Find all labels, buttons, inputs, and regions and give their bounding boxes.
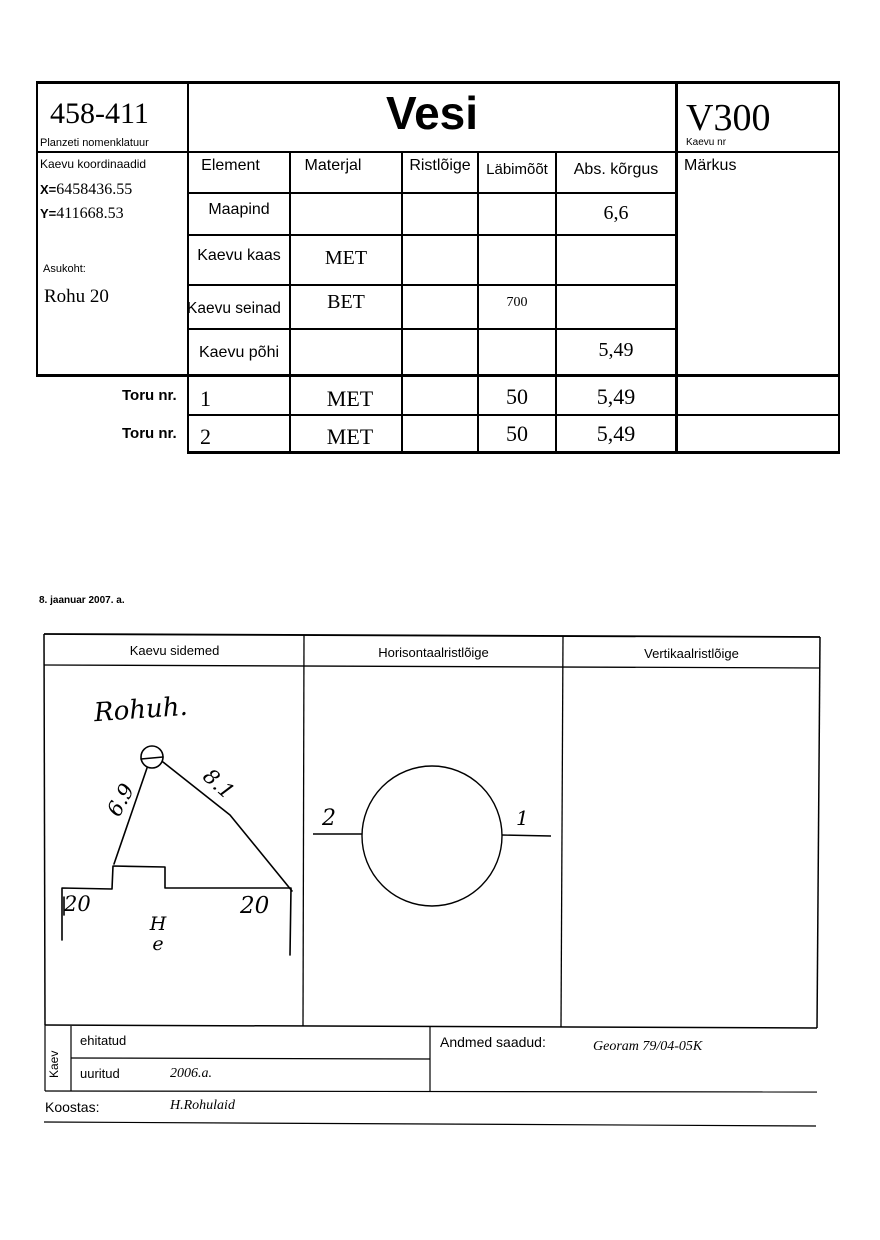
sketch-header-horisontaal: Horisontaalristlõige: [378, 645, 489, 660]
coords-label: Kaevu koordinaadid: [40, 157, 147, 171]
andmed-label: Andmed saadud:: [440, 1034, 546, 1050]
house-number-left: 20: [64, 892, 91, 916]
planzet-code: 458-411: [50, 97, 149, 130]
asukoht-value: Rohu 20: [44, 286, 109, 307]
planzet-label: Planzeti nomenklatuur: [40, 137, 149, 149]
pipe-nr: 1: [200, 386, 211, 411]
row-element: Maapind: [208, 201, 270, 218]
pipe-right-number: 1: [516, 806, 529, 830]
coord-y-value: 411668.53: [56, 205, 124, 222]
coord-y-label: Y=: [40, 206, 57, 221]
row-element: Kaevu kaas: [197, 247, 281, 264]
coord-x-label: X=: [40, 182, 57, 197]
page-title: Vesi: [385, 87, 479, 139]
ehitatud-label: ehitatud: [80, 1033, 127, 1048]
hydrant-mark: H e: [149, 913, 167, 955]
col-header-materjal: Materjal: [304, 157, 362, 174]
row-materjal: BET: [327, 291, 365, 313]
pipe-left-number: 2: [322, 806, 336, 831]
kaev-label: Kaev: [47, 1050, 61, 1078]
koostas-label: Koostas:: [45, 1099, 100, 1115]
pipe-label: Toru nr.: [122, 387, 177, 404]
distance-left: 6.9: [102, 779, 140, 821]
pipe-korgus: 5,49: [596, 421, 636, 446]
kaevu-nr-label: Kaevu nr: [686, 137, 727, 148]
pipe-labimoot: 50: [506, 421, 528, 446]
pipe-korgus: 5,49: [596, 384, 636, 409]
col-header-element: Element: [201, 157, 260, 174]
col-header-markus: Märkus: [684, 157, 737, 174]
row-korgus: 5,49: [598, 339, 634, 361]
asukoht-label: Asukoht:: [43, 263, 86, 275]
sketch-header-vertikaal: Vertikaalristlõige: [644, 646, 739, 661]
pipe-labimoot: 50: [506, 384, 528, 409]
row-korgus: 6,6: [603, 202, 629, 224]
row-element: Kaevu seinad: [187, 300, 281, 317]
pipe-nr: 2: [200, 424, 211, 449]
street-label: Rohuh.: [93, 691, 189, 729]
row-labimoot: 700: [506, 295, 528, 310]
col-header-labimoot: Läbimõõt: [486, 161, 548, 178]
pipe-materjal: MET: [326, 424, 374, 449]
pipe-materjal: MET: [326, 386, 374, 411]
andmed-value: Georam 79/04-05K: [593, 1039, 703, 1054]
uuritud-value: 2006.a.: [170, 1066, 212, 1081]
coord-x-value: 6458436.55: [56, 181, 133, 198]
row-element: Kaevu põhi: [198, 344, 280, 361]
pipe-label: Toru nr.: [122, 425, 177, 442]
koostas-value: H.Rohulaid: [170, 1098, 235, 1113]
uuritud-label: uuritud: [80, 1066, 120, 1081]
distance-right: 8.1: [198, 763, 240, 805]
col-header-ristloige: Ristlõige: [409, 157, 471, 174]
col-header-korgus: Abs. kõrgus: [573, 161, 659, 178]
kaevu-nr: V300: [686, 97, 771, 139]
house-number-right: 20: [240, 893, 270, 919]
row-materjal: MET: [324, 247, 368, 269]
document-date: 8. jaanuar 2007. a.: [39, 595, 125, 606]
sketch-header-sidemed: Kaevu sidemed: [129, 643, 220, 658]
